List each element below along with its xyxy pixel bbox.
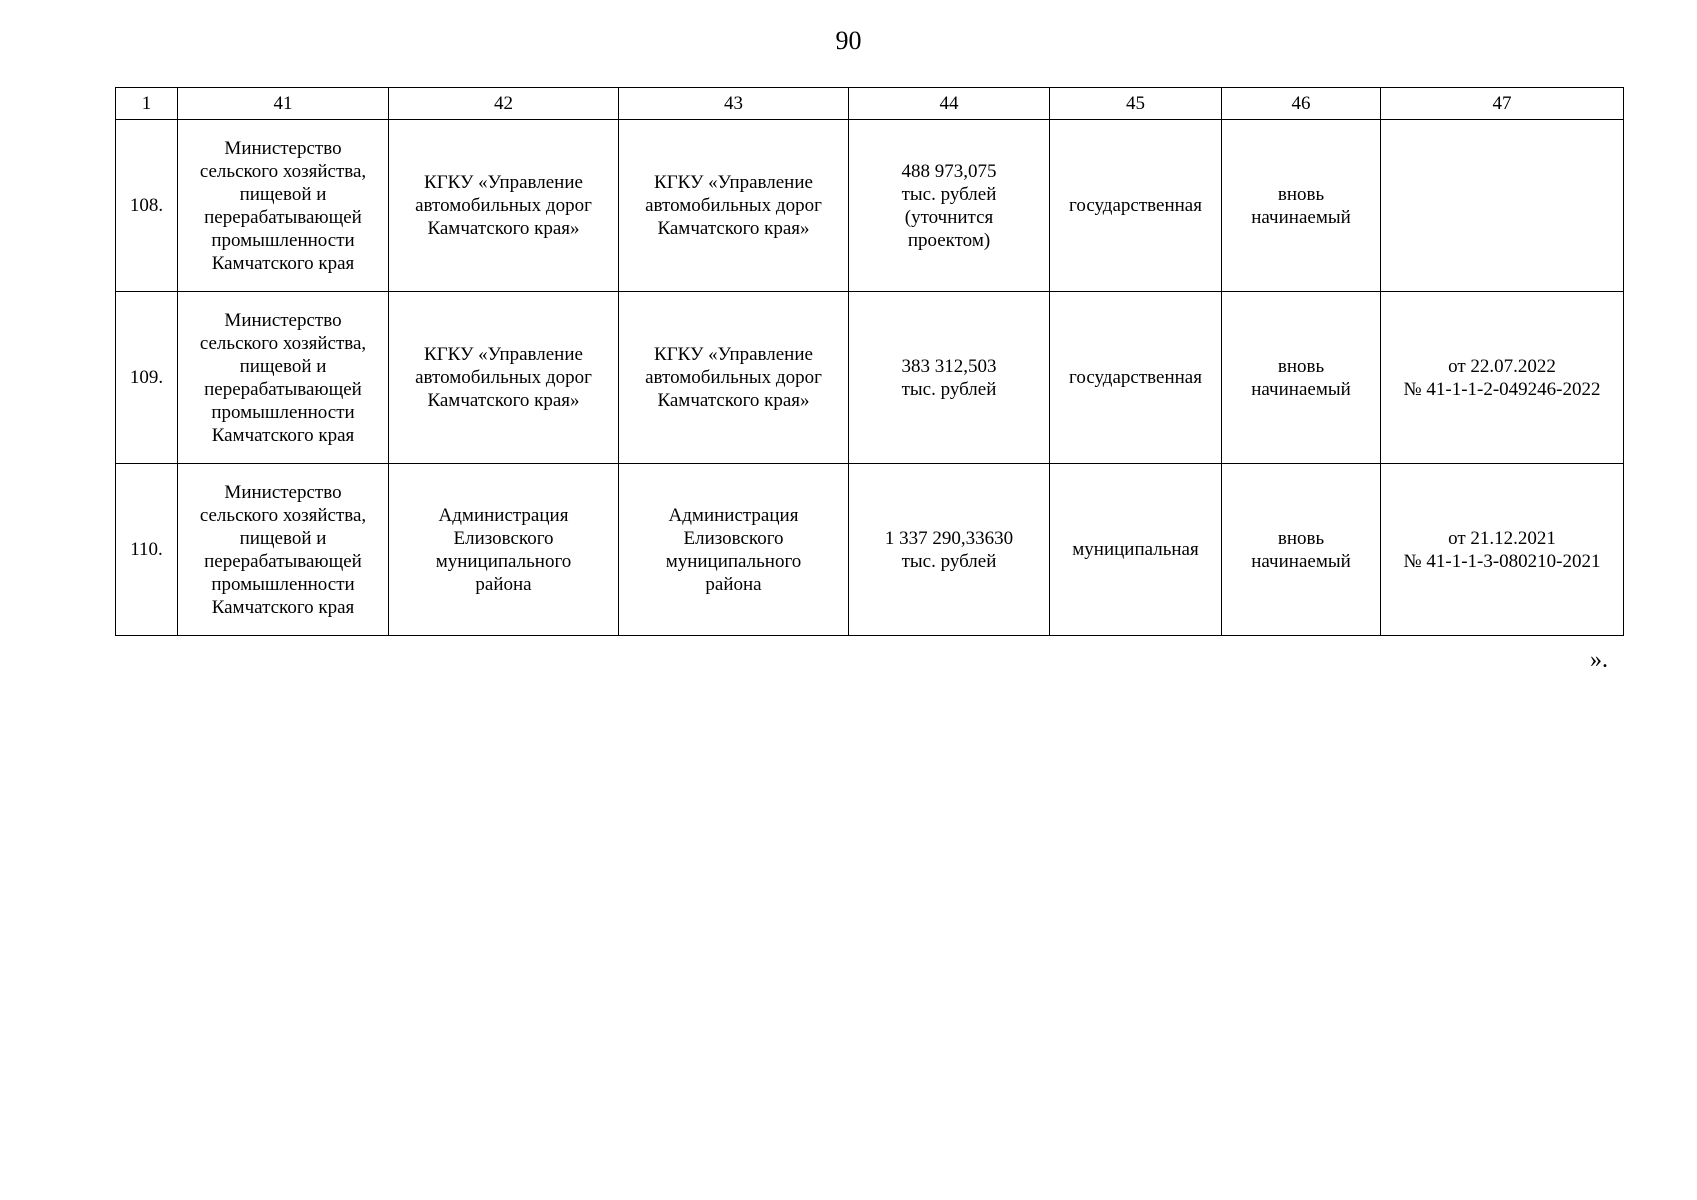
cell-line: автомобильных дорог — [645, 195, 822, 216]
header-cell: 46 — [1222, 88, 1381, 120]
cell-line: Министерство — [224, 481, 342, 503]
header-cell: 42 — [389, 88, 619, 120]
cell-line: промышленности — [211, 573, 355, 595]
cell-line: тыс. рублей — [901, 378, 997, 400]
status-cell — [1222, 464, 1381, 636]
cell-line: начинаемый — [1251, 206, 1351, 228]
customer-cell — [178, 292, 389, 464]
cell-line: сельского хозяйства, — [199, 332, 367, 354]
cell-line: перерабатывающей — [204, 378, 362, 400]
conclusion-cell — [1381, 464, 1624, 636]
conclusion-cell — [1381, 120, 1624, 292]
status-cell — [1222, 120, 1381, 292]
row-number-cell: 108. — [116, 120, 178, 292]
cell-line: № 41-1-1-3-080210-2021 — [1403, 550, 1601, 572]
status-cell — [1222, 292, 1381, 464]
cell-line: тыс. рублей — [901, 183, 997, 205]
cell-line: (уточнится — [904, 206, 994, 228]
cost-cell — [849, 120, 1050, 292]
cell-line: перерабатывающей — [204, 206, 362, 228]
developer-cell — [389, 292, 619, 464]
cell-line: Камчатского края — [211, 424, 355, 446]
cell-line: КГКУ «Управление — [424, 172, 583, 193]
cell-line: промышленности — [211, 401, 355, 423]
ownership-cell — [1050, 120, 1222, 292]
header-cell: 1 — [116, 88, 178, 120]
cell-line: сельского хозяйства, — [199, 504, 367, 526]
cell-line: тыс. рублей — [901, 550, 997, 572]
header-cell: 41 — [178, 88, 389, 120]
cell-line: 488 973,075 — [901, 160, 997, 182]
cell-line: государственная — [1069, 367, 1202, 388]
cell-line: Камчатского края» — [427, 390, 580, 411]
header-cell: 45 — [1050, 88, 1222, 120]
table-row — [116, 120, 1624, 292]
ownership-cell — [1050, 292, 1222, 464]
cell-line: Министерство — [224, 137, 342, 159]
cell-line: Камчатского края» — [427, 218, 580, 239]
table-row — [116, 464, 1624, 636]
cell-line: государственная — [1069, 195, 1202, 216]
cell-line: Камчатского края — [211, 252, 355, 274]
cell-line: начинаемый — [1251, 550, 1351, 572]
cell-line: муниципального — [435, 550, 572, 572]
conclusion-cell — [1381, 292, 1624, 464]
developer-cell — [389, 464, 619, 636]
cell-line: КГКУ «Управление — [424, 344, 583, 365]
cell-line: вновь — [1277, 183, 1325, 205]
cell-line: начинаемый — [1251, 378, 1351, 400]
cell-line: автомобильных дорог — [415, 367, 592, 388]
cell-line: промышленности — [211, 229, 355, 251]
contractor-cell — [619, 120, 849, 292]
cell-line: перерабатывающей — [204, 550, 362, 572]
cell-line: Камчатского края — [211, 596, 355, 618]
cell-line: пищевой и — [239, 527, 327, 549]
header-cell: 47 — [1381, 88, 1624, 120]
closing-quote-mark: ». — [1590, 647, 1608, 673]
cost-cell — [849, 464, 1050, 636]
developer-cell — [389, 120, 619, 292]
cell-line: района — [475, 573, 532, 595]
cell-line: проектом) — [907, 229, 991, 251]
cell-line: муниципальная — [1072, 539, 1199, 560]
cell-line: Елизовского — [453, 527, 554, 549]
customer-cell — [178, 120, 389, 292]
cell-line: муниципального — [665, 550, 802, 572]
customer-cell — [178, 464, 389, 636]
cell-line: Камчатского края» — [657, 390, 810, 411]
cell-line: Администрация — [668, 504, 799, 526]
cell-line: Камчатского края» — [657, 218, 810, 239]
cell-line: вновь — [1277, 355, 1325, 377]
cell-line: № 41-1-1-2-049246-2022 — [1403, 378, 1601, 400]
page-number: 90 — [835, 26, 862, 55]
cell-line: сельского хозяйства, — [199, 160, 367, 182]
cell-line: пищевой и — [239, 355, 327, 377]
row-number-cell: 110. — [116, 464, 178, 636]
cell-line: от 21.12.2021 — [1448, 527, 1556, 549]
cell-line: от 22.07.2022 — [1448, 355, 1556, 377]
table-row — [116, 292, 1624, 464]
cell-line: 383 312,503 — [901, 355, 997, 377]
cell-line: 1 337 290,33630 — [884, 527, 1014, 549]
header-row — [116, 88, 1624, 120]
row-number-cell: 109. — [116, 292, 178, 464]
cell-line: района — [705, 573, 762, 595]
cell-line: автомобильных дорог — [645, 367, 822, 388]
cost-cell — [849, 292, 1050, 464]
cell-line: вновь — [1277, 527, 1325, 549]
cell-line: КГКУ «Управление — [654, 344, 813, 365]
header-cell: 43 — [619, 88, 849, 120]
header-cell: 44 — [849, 88, 1050, 120]
contractor-cell — [619, 292, 849, 464]
cell-line: Администрация — [438, 504, 569, 526]
registry-table — [115, 87, 1624, 636]
contractor-cell — [619, 464, 849, 636]
ownership-cell — [1050, 464, 1222, 636]
cell-line: автомобильных дорог — [415, 195, 592, 216]
cell-line: КГКУ «Управление — [654, 172, 813, 193]
cell-line: пищевой и — [239, 183, 327, 205]
cell-line: Елизовского — [683, 527, 784, 549]
cell-line: Министерство — [224, 309, 342, 331]
